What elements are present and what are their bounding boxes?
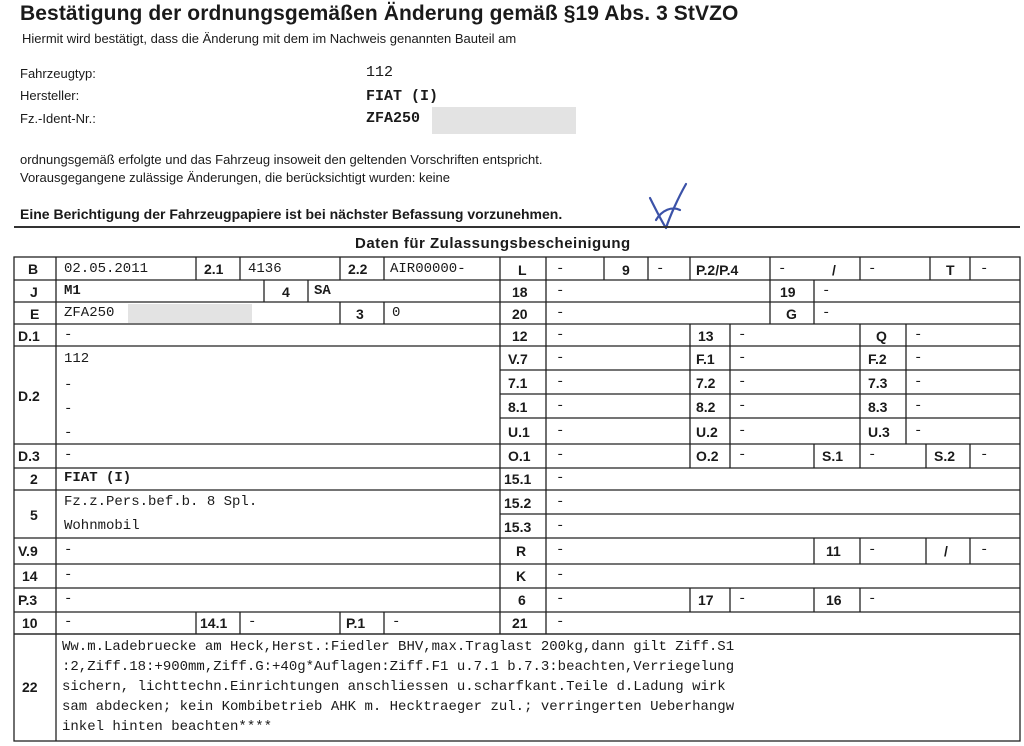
field-D2-value-2: - xyxy=(64,377,73,393)
field-U3-label: U.3 xyxy=(868,424,890,440)
statement-line-2: Vorausgegangene zulässige Änderungen, die berücksichtigt wurden: keine xyxy=(20,170,451,185)
field-F2-label: F.2 xyxy=(868,351,887,367)
field-7-3-value: - xyxy=(914,374,923,390)
field-J-label: J xyxy=(30,284,38,300)
field-U2-value: - xyxy=(738,423,747,439)
field-2-1-label: 2.1 xyxy=(204,261,224,277)
field-12-label: 12 xyxy=(512,328,528,344)
field-5-label: 5 xyxy=(30,507,38,523)
field-D3-value: - xyxy=(64,447,73,463)
vin-value: ZFA250 xyxy=(366,110,421,127)
field-S1-value: - xyxy=(868,447,877,463)
field-15-3-label: 15.3 xyxy=(504,519,532,535)
field-E-value: ZFA250 xyxy=(64,305,115,321)
field-11-value-2: - xyxy=(980,542,989,558)
field-Q-value: - xyxy=(914,327,923,343)
document-subtitle: Hiermit wird bestätigt, dass die Änderung mit dem im Nachweis genannten Bauteil am xyxy=(22,31,517,46)
field-P3-label: P.3 xyxy=(18,592,38,608)
field-19-label: 19 xyxy=(780,284,796,300)
field-Q-label: Q xyxy=(876,328,887,344)
field-D2-value-1: 112 xyxy=(64,351,90,367)
field-14-1-value: - xyxy=(248,614,257,630)
field-S2-value: - xyxy=(980,447,989,463)
remarks-line-3: sichern, lichttechn.Einrichtungen anschliessen u.scharfkant.Teile d.Ladung wirk xyxy=(62,679,726,695)
field-D1-label: D.1 xyxy=(18,328,40,344)
field-19-value: - xyxy=(822,283,831,299)
field-K-label: K xyxy=(516,568,527,584)
field-11-label: 11 xyxy=(826,543,841,559)
field-D3-label: D.3 xyxy=(18,448,40,464)
field-T-value: - xyxy=(980,261,989,277)
remarks-line-5: inkel hinten beachten**** xyxy=(62,719,273,735)
field-7-3-label: 7.3 xyxy=(868,375,888,391)
document-title: Bestätigung der ordnungsgemäßen Änderung gemäß §19 Abs. 3 StVZO xyxy=(20,2,739,25)
field-12-value: - xyxy=(556,327,565,343)
field-O1-label: O.1 xyxy=(508,448,531,464)
field-7-1-value: - xyxy=(556,374,565,390)
field-B-label: B xyxy=(28,261,39,277)
field-F1-value: - xyxy=(738,350,747,366)
field-2-value: FIAT (I) xyxy=(64,470,132,486)
separator-rule xyxy=(14,226,1020,228)
field-10-label: 10 xyxy=(22,615,38,631)
field-17-label: 17 xyxy=(698,592,714,608)
field-L-value: - xyxy=(556,261,565,277)
field-7-1-label: 7.1 xyxy=(508,375,528,391)
field-13-label: 13 xyxy=(698,328,714,344)
field-D2-label: D.2 xyxy=(18,388,40,404)
field-D2-value-4: - xyxy=(64,425,73,441)
field-14-label: 14 xyxy=(22,568,38,584)
field-P3-value: - xyxy=(64,591,73,607)
field-S2-label: S.2 xyxy=(934,448,956,464)
field-V7-value: - xyxy=(556,350,565,366)
field-7-2-value: - xyxy=(738,374,747,390)
field-2-1-value: 4136 xyxy=(248,261,282,277)
field-5-value-1: Fz.z.Pers.bef.b. 8 Spl. xyxy=(64,494,258,510)
field-R-value: - xyxy=(556,542,565,558)
field-U1-label: U.1 xyxy=(508,424,530,440)
field-15-2-label: 15.2 xyxy=(504,495,532,511)
field-8-3-value: - xyxy=(914,398,923,414)
field-18-label: 18 xyxy=(512,284,528,300)
field-5-value-2: Wohnmobil xyxy=(64,518,140,534)
field-21-label: 21 xyxy=(512,615,528,631)
vehicle-type-label: Fahrzeugtyp: xyxy=(20,66,96,81)
field-V9-value: - xyxy=(64,542,73,558)
field-15-1-label: 15.1 xyxy=(504,471,532,487)
field-E-label: E xyxy=(30,306,40,322)
field-16-value: - xyxy=(868,591,877,607)
field-B-value: 02.05.2011 xyxy=(64,261,149,277)
field-9-value: - xyxy=(656,261,665,277)
field-2-2-value: AIR00000- xyxy=(390,261,466,277)
field-8-2-label: 8.2 xyxy=(696,399,716,415)
field-8-3-label: 8.3 xyxy=(868,399,888,415)
field-11-value: - xyxy=(868,542,877,558)
field-R-label: R xyxy=(516,543,527,559)
field-P1-value: - xyxy=(392,614,401,630)
correction-note: Eine Berichtigung der Fahrzeugpapiere ist bei nächster Befassung vorzunehmen. xyxy=(20,206,563,222)
field-V9-label: V.9 xyxy=(18,543,38,559)
field-9-label: 9 xyxy=(622,262,630,278)
field-D1-value: - xyxy=(64,327,73,343)
field-O2-value: - xyxy=(738,447,747,463)
field-20-label: 20 xyxy=(512,306,528,322)
manufacturer-label: Hersteller: xyxy=(20,88,80,103)
field-F2-value: - xyxy=(914,350,923,366)
field-U3-value: - xyxy=(914,423,923,439)
field-G-label: G xyxy=(786,306,797,322)
field-8-1-value: - xyxy=(556,398,565,414)
field-D2-value-3: - xyxy=(64,401,73,417)
field-2-label: 2 xyxy=(30,471,38,487)
field-14-1-label: 14.1 xyxy=(200,615,228,631)
field-G-value: - xyxy=(822,305,831,321)
field-4-value: SA xyxy=(314,283,331,299)
field-16-label: 16 xyxy=(826,592,842,608)
field-U2-label: U.2 xyxy=(696,424,718,440)
field-L-label: L xyxy=(518,262,527,278)
field-8-2-value: - xyxy=(738,398,747,414)
remarks-line-1: Ww.m.Ladebruecke am Heck,Herst.:Fiedler BHV,max.Traglast 200kg,dann gilt Ziff.S1 xyxy=(62,639,735,655)
manufacturer-value: FIAT (I) xyxy=(366,88,439,105)
field-S1-label: S.1 xyxy=(822,448,844,464)
field-20-value: - xyxy=(556,305,565,321)
field-P4-value: - xyxy=(868,261,877,277)
field-14-value: - xyxy=(64,567,73,583)
field-T-label: T xyxy=(946,262,955,278)
field-V7-label: V.7 xyxy=(508,351,528,367)
field-8-1-label: 8.1 xyxy=(508,399,528,415)
vehicle-type-value: 112 xyxy=(366,64,394,81)
vin-redaction xyxy=(432,107,576,134)
statement-line-1: ordnungsgemäß erfolgte und das Fahrzeug insoweit den geltenden Vorschriften entspricht. xyxy=(20,152,543,167)
field-P2P4-slash: / xyxy=(832,262,836,278)
field-O2-label: O.2 xyxy=(696,448,719,464)
field-2-2-label: 2.2 xyxy=(348,261,368,277)
field-13-value: - xyxy=(738,327,747,343)
field-J-value: M1 xyxy=(64,283,81,299)
field-3-value: 0 xyxy=(392,305,401,321)
field-15-2-value: - xyxy=(556,494,565,510)
field-4-label: 4 xyxy=(282,284,290,300)
field-17-value: - xyxy=(738,591,747,607)
vin-label: Fz.-Ident-Nr.: xyxy=(20,111,96,126)
handwritten-checkmark-icon xyxy=(646,180,690,230)
field-18-value: - xyxy=(556,283,565,299)
field-P2-value: - xyxy=(778,261,787,277)
field-10-value: - xyxy=(64,614,73,630)
field-F1-label: F.1 xyxy=(696,351,715,367)
field-U1-value: - xyxy=(556,423,565,439)
field-6-label: 6 xyxy=(518,592,526,608)
statement-text xyxy=(20,151,543,187)
field-11-slash: / xyxy=(944,543,948,559)
table-title: Daten für Zulassungsbescheinigung xyxy=(355,235,631,252)
field-7-2-label: 7.2 xyxy=(696,375,716,391)
field-P1-label: P.1 xyxy=(346,615,366,631)
field-15-3-value: - xyxy=(556,518,565,534)
field-3-label: 3 xyxy=(356,306,364,322)
field-K-value: - xyxy=(556,567,565,583)
field-22-label: 22 xyxy=(22,679,38,695)
field-6-value: - xyxy=(556,591,565,607)
remarks-line-4: sam abdecken; kein Kombibetrieb AHK m. Hecktraeger zul.; verringerten Ueberhangw xyxy=(62,699,735,715)
field-P2P4-label: P.2/P.4 xyxy=(696,262,739,278)
field-15-1-value: - xyxy=(556,470,565,486)
remarks-line-2: :2,Ziff.18:+900mm,Ziff.G:+40g*Auflagen:Ziff.F1 u.7.1 b.7.3:beachten,Verriegelung xyxy=(62,659,735,675)
field-21-value: - xyxy=(556,614,565,630)
field-O1-value: - xyxy=(556,447,565,463)
